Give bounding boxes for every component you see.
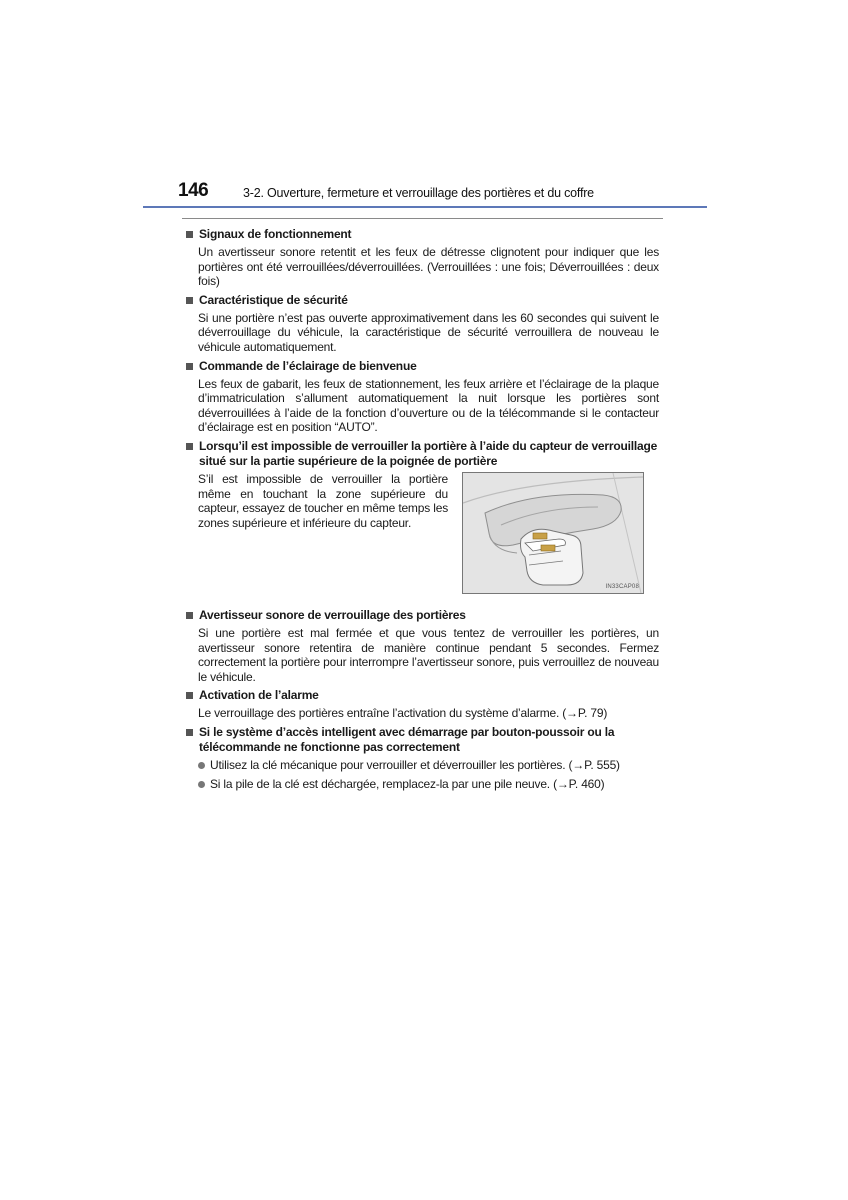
section-welcome-lighting bbox=[185, 359, 659, 435]
square-bullet-icon bbox=[186, 297, 193, 304]
section-heading-text: Commande de l’éclairage de bienvenue bbox=[199, 358, 417, 373]
section-body: Si une portière n’est pas ouverte approximativement dans les 60 secondes qui suivent le déverrouillage du véhicule, la caractéristique de sécurité verrouillera de nouveau le véhicule automatiquement. bbox=[198, 310, 659, 354]
section-body: Les feux de gabarit, les feux de stationnement, les feux arrière et l’éclairage de la plaque d’immatriculation s’allument automatiquement la nuit lorsque les portières sont déverrouillées à l’aide de la fonction d’ouverture ou de la télécommande si le contacteur d’éclairage est en position “AUTO”. bbox=[198, 376, 659, 435]
list-item bbox=[198, 758, 659, 773]
section-heading bbox=[185, 293, 659, 308]
section-heading-text: Lorsqu’il est impossible de verrouiller la portière à l’aide du capteur de verrouillage situé sur la partie supérieure de la poignée de portière bbox=[199, 438, 658, 468]
section-operation-signals bbox=[185, 227, 659, 289]
section-security-feature bbox=[185, 293, 659, 355]
section-heading bbox=[185, 227, 659, 242]
section-body: Le verrouillage des portières entraîne l’activation du système d’alarme. (→P. 79) bbox=[198, 706, 608, 721]
square-bullet-icon bbox=[186, 692, 193, 699]
section-heading-text: Caractéristique de sécurité bbox=[199, 292, 348, 307]
list-item-text: Utilisez la clé mécanique pour verrouiller et déverrouiller les portières. (→P. 555) bbox=[210, 757, 620, 772]
list-item bbox=[198, 777, 659, 792]
section-alarm-activation bbox=[185, 688, 659, 721]
round-bullet-icon bbox=[198, 781, 205, 788]
section-body: S’il est impossible de verrouiller la portière même en touchant la zone supérieure du capteur, essayez de toucher en même temps les zones supérieure et inférieure du capteur. bbox=[198, 471, 448, 530]
door-handle-illustration bbox=[462, 472, 644, 594]
section-heading-text: Si le système d’accès intelligent avec démarrage par bouton-poussoir ou la télécommande ne fonctionne pas correctement bbox=[199, 724, 615, 754]
round-bullet-icon bbox=[198, 762, 205, 769]
page-header bbox=[0, 0, 848, 230]
square-bullet-icon bbox=[186, 231, 193, 238]
chapter-title: 3-2. Ouverture, fermeture et verrouillage des portières et du coffre bbox=[243, 186, 594, 200]
section-rule bbox=[182, 218, 663, 219]
list-item-text: Si la pile de la clé est déchargée, remplacez-la par une pile neuve. (→P. 460) bbox=[210, 776, 605, 791]
square-bullet-icon bbox=[186, 612, 193, 619]
page-number: 146 bbox=[178, 180, 209, 201]
section-heading bbox=[185, 725, 659, 755]
section-smart-access-failure bbox=[185, 725, 659, 791]
door-handle-touch-icon bbox=[463, 473, 643, 593]
square-bullet-icon bbox=[186, 363, 193, 370]
section-heading bbox=[185, 359, 659, 374]
section-door-lock-buzzer bbox=[185, 608, 659, 684]
section-body: Un avertisseur sonore retentit et les feux de détresse clignotent pour indiquer que les portières ont été verrouillées/déverrouillées. (Verrouillées : une fois; Déverrouillées : deux fois) bbox=[198, 245, 659, 289]
square-bullet-icon bbox=[186, 443, 193, 450]
section-lock-sensor bbox=[185, 439, 659, 594]
section-with-figure bbox=[198, 472, 659, 594]
section-body: Si une portière est mal fermée et que vous tentez de verrouiller les portières, un avertisseur sonore retentira de manière continue pendant 5 secondes. Fermez correctement la portière pour interrompre l’avertisseur sonore, puis verrouillez de nouveau le véhicule. bbox=[198, 625, 659, 684]
page-content bbox=[185, 227, 659, 795]
figure-code: IN33CAP08 bbox=[605, 583, 639, 590]
section-heading bbox=[185, 688, 659, 703]
section-heading bbox=[185, 608, 659, 623]
section-heading-text: Activation de l’alarme bbox=[199, 688, 319, 703]
header-rule bbox=[143, 206, 707, 208]
section-heading-text: Signaux de fonctionnement bbox=[199, 227, 352, 241]
square-bullet-icon bbox=[186, 729, 193, 736]
section-heading bbox=[185, 439, 659, 469]
section-heading-text: Avertisseur sonore de verrouillage des portières bbox=[199, 607, 466, 622]
